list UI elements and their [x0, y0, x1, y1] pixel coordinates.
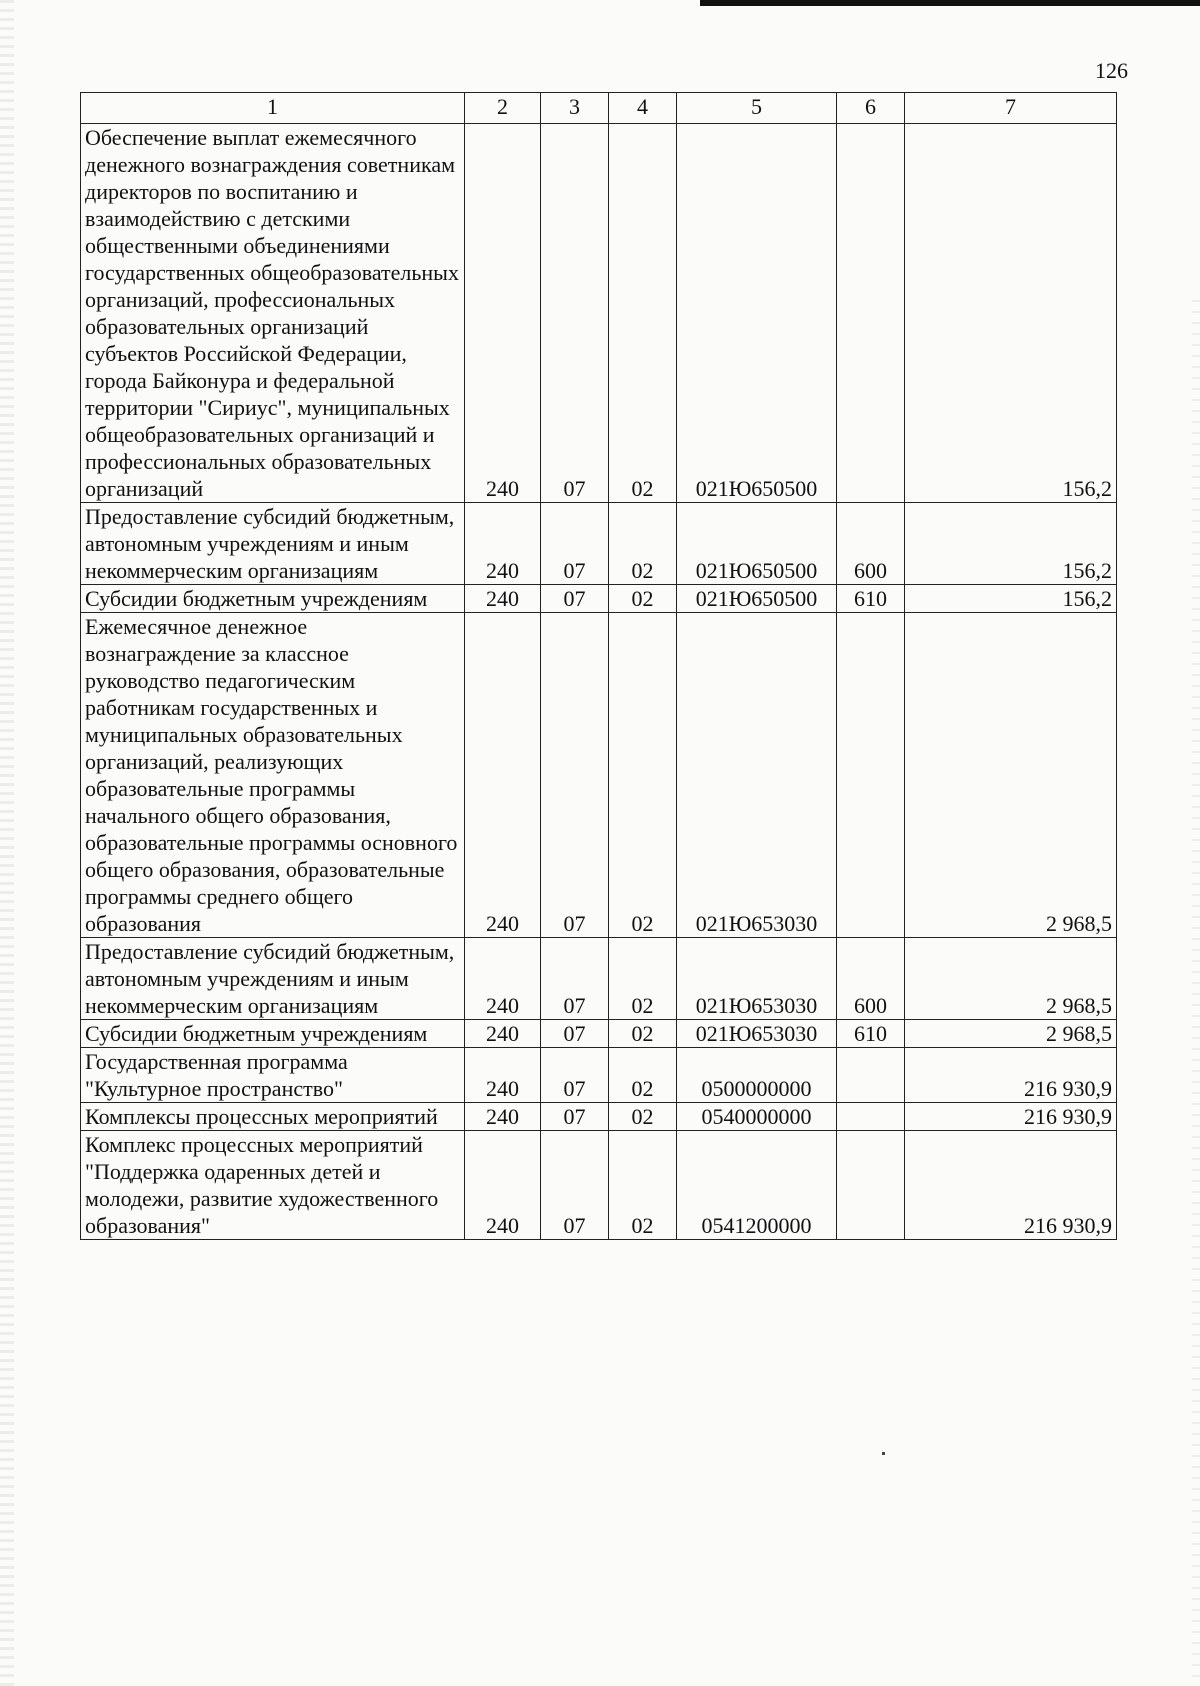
table-row	[81, 585, 1117, 613]
row-sum: 216 930,9	[905, 1048, 1117, 1103]
header-col-1: 1	[81, 93, 465, 124]
budget-table	[80, 92, 1117, 1240]
scan-right-margin	[1192, 300, 1200, 1686]
row-code-2: 240	[465, 503, 541, 585]
row-code-2: 240	[465, 1131, 541, 1240]
row-code-5: 0540000000	[677, 1103, 837, 1131]
row-code-3: 07	[541, 1131, 609, 1240]
row-code-5: 0500000000	[677, 1048, 837, 1103]
row-code-4: 02	[609, 938, 677, 1020]
row-code-5: 021Ю650500	[677, 585, 837, 613]
row-sum: 2 968,5	[905, 938, 1117, 1020]
row-code-3: 07	[541, 1103, 609, 1131]
table-row	[81, 938, 1117, 1020]
table-row	[81, 124, 1117, 503]
scan-speck	[882, 1452, 885, 1455]
header-col-3: 3	[541, 93, 609, 124]
row-code-3: 07	[541, 938, 609, 1020]
row-code-6	[837, 1048, 905, 1103]
scan-left-margin	[0, 0, 14, 1686]
row-name: Комплекс процессных мероприятий "Поддержка одаренных детей и молодежи, развитие художественного образования"	[81, 1131, 465, 1240]
row-code-5: 021Ю650500	[677, 124, 837, 503]
row-code-2: 240	[465, 613, 541, 938]
row-code-6	[837, 1131, 905, 1240]
row-sum: 156,2	[905, 585, 1117, 613]
row-code-5: 021Ю653030	[677, 1020, 837, 1048]
row-name: Предоставление субсидий бюджетным, автономным учреждениям и иным некоммерческим организациям	[81, 503, 465, 585]
header-row	[81, 93, 1117, 124]
row-code-4: 02	[609, 613, 677, 938]
row-code-4: 02	[609, 1048, 677, 1103]
row-code-6: 610	[837, 585, 905, 613]
table-row	[81, 1131, 1117, 1240]
page-number: 126	[1095, 58, 1128, 83]
row-code-6: 610	[837, 1020, 905, 1048]
row-code-6: 600	[837, 503, 905, 585]
row-sum: 156,2	[905, 124, 1117, 503]
row-code-6	[837, 124, 905, 503]
row-code-2: 240	[465, 938, 541, 1020]
row-code-2: 240	[465, 1048, 541, 1103]
row-code-5: 021Ю650500	[677, 503, 837, 585]
row-sum: 2 968,5	[905, 1020, 1117, 1048]
row-code-3: 07	[541, 585, 609, 613]
row-code-6: 600	[837, 938, 905, 1020]
row-name: Предоставление субсидий бюджетным, автономным учреждениям и иным некоммерческим организациям	[81, 938, 465, 1020]
row-name: Комплексы процессных мероприятий	[81, 1103, 465, 1131]
row-name: Ежемесячное денежное вознаграждение за классное руководство педагогическим работникам государственных и муниципальных образовательных организаций, реализующих образовательные программы начального общего образования, образовательные программы основного общего образования, образовательные программы среднего общего образования	[81, 613, 465, 938]
table-row	[81, 503, 1117, 585]
row-code-2: 240	[465, 124, 541, 503]
row-name: Государственная программа "Культурное пространство"	[81, 1048, 465, 1103]
row-code-5: 021Ю653030	[677, 938, 837, 1020]
row-name: Обеспечение выплат ежемесячного денежного вознаграждения советникам директоров по воспитанию и взаимодействию с детскими общественными объединениями государственных общеобразовательных организаций, профессиональных образовательных организаций субъектов Российской Федерации, города Байконура и федеральной территории "Сириус", муниципальных общеобразовательных организаций и профессиональных образовательных организаций	[81, 124, 465, 503]
row-sum: 156,2	[905, 503, 1117, 585]
row-code-2: 240	[465, 1103, 541, 1131]
row-code-4: 02	[609, 124, 677, 503]
row-code-3: 07	[541, 124, 609, 503]
header-col-7: 7	[905, 93, 1117, 124]
header-col-5: 5	[677, 93, 837, 124]
row-code-3: 07	[541, 613, 609, 938]
row-code-5: 021Ю653030	[677, 613, 837, 938]
row-code-3: 07	[541, 503, 609, 585]
header-col-6: 6	[837, 93, 905, 124]
row-code-4: 02	[609, 503, 677, 585]
table-row	[81, 1103, 1117, 1131]
scan-top-edge	[700, 0, 1200, 6]
row-code-2: 240	[465, 1020, 541, 1048]
row-code-4: 02	[609, 585, 677, 613]
header-col-2: 2	[465, 93, 541, 124]
row-code-4: 02	[609, 1020, 677, 1048]
table-row	[81, 1048, 1117, 1103]
row-code-6	[837, 613, 905, 938]
row-sum: 2 968,5	[905, 613, 1117, 938]
row-code-6	[837, 1103, 905, 1131]
row-name: Субсидии бюджетным учреждениям	[81, 1020, 465, 1048]
table-row	[81, 1020, 1117, 1048]
row-code-4: 02	[609, 1103, 677, 1131]
row-sum: 216 930,9	[905, 1131, 1117, 1240]
row-sum: 216 930,9	[905, 1103, 1117, 1131]
header-col-4: 4	[609, 93, 677, 124]
row-code-5: 0541200000	[677, 1131, 837, 1240]
table-row	[81, 613, 1117, 938]
row-name: Субсидии бюджетным учреждениям	[81, 585, 465, 613]
row-code-4: 02	[609, 1131, 677, 1240]
row-code-2: 240	[465, 585, 541, 613]
row-code-3: 07	[541, 1020, 609, 1048]
row-code-3: 07	[541, 1048, 609, 1103]
